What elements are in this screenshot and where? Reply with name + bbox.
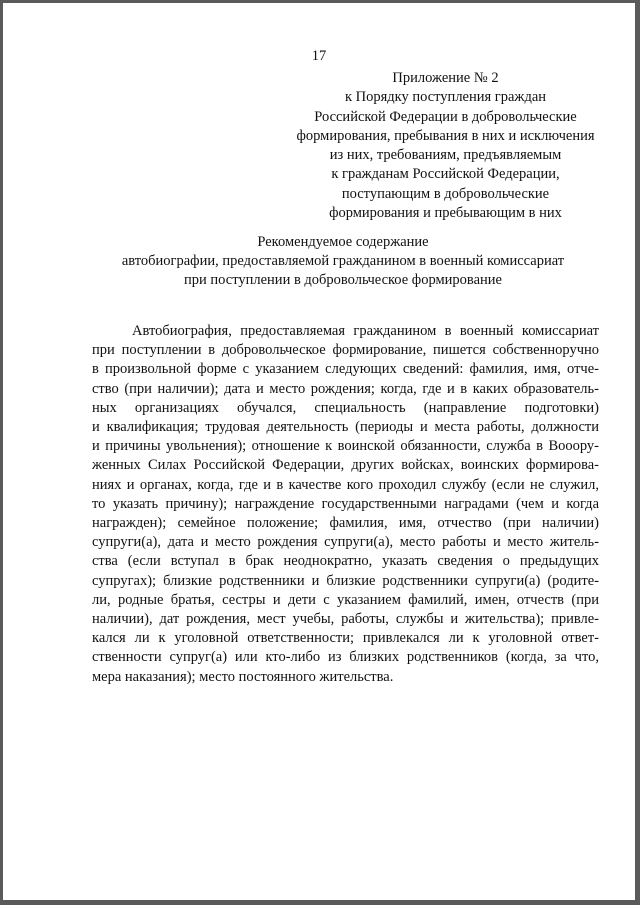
document-page	[3, 3, 635, 900]
body-line: ство (при наличии); дата и место рождения; когда, где и в каких образователь-	[92, 380, 599, 397]
appendix-line: формирования и пребывающим в них	[329, 205, 562, 222]
body-line: ства (если вступал в брак неоднократно, указать сведения о предыдущих	[92, 553, 599, 570]
body-line: в произвольной форме с указанием следующих сведений: фамилия, имя, отче-	[92, 361, 599, 378]
appendix-line: Российской Федерации в добровольческие	[314, 108, 577, 125]
body-line: ли, родные братья, сестры и дети с указанием фамилий, имен, отчеств (при	[92, 591, 599, 608]
body-line: и квалификация; трудовая деятельность (периоды и места работы, должности	[92, 419, 599, 436]
appendix-line: Приложение № 2	[392, 70, 499, 86]
heading-line: автобиографии, предоставляемой гражданином в военный комиссариат	[121, 253, 565, 269]
body-line: ственности супруг(а) или кто-либо из близких родственников (когда, за что,	[92, 649, 599, 666]
heading-line: Рекомендуемое содержание	[257, 234, 429, 250]
body-line: наличии), дат рождения, мест учебы, работы, службы и жительства); привле-	[92, 611, 599, 628]
body-line: при поступлении в добровольческое формирование, пишется собственноручно	[92, 342, 599, 359]
appendix-line: к Порядку поступления граждан	[344, 89, 547, 106]
body-line: женных Силах Российской Федерации, других войсках, воинских формирова-	[92, 457, 599, 474]
body-line: супругах); близкие родственники и близкие родственники супруги(а) (родите-	[92, 572, 599, 589]
appendix-line: формирования, пребывания в них и исключения	[296, 127, 595, 144]
body-line: ных организациях обучался, специальность (направление подготовки)	[92, 399, 599, 416]
body-line: супруги(а), дата и место рождения супруги(а), место работы и место житель-	[92, 534, 599, 551]
appendix-header	[273, 69, 618, 223]
body-paragraph	[92, 322, 599, 687]
appendix-line: к гражданам Российской Федерации,	[331, 166, 560, 183]
document-heading	[83, 233, 603, 290]
body-line: награжден); семейное положение; фамилия, имя, отчество (при наличии)	[92, 515, 599, 532]
body-line: Автобиография, предоставляемая гражданином в военный комиссариат	[132, 323, 599, 339]
body-line: ниях и органах, когда, где и в качестве кого проходил службу (если не служил,	[92, 476, 599, 493]
heading-line: при поступлении в добровольческое формирование	[184, 272, 502, 288]
appendix-line: из них, требованиям, предъявляемым	[329, 147, 562, 164]
body-line: кался ли к уголовной ответственности; привлекался ли к уголовной ответ-	[92, 630, 599, 647]
appendix-line: поступающим в добровольческие	[341, 185, 550, 202]
body-line: то указать причину); награждение государственными наградами (чем и когда	[92, 495, 599, 512]
page-number: 17	[311, 48, 327, 64]
body-line: мера наказания); место постоянного жительства.	[92, 668, 394, 685]
body-line: и причины увольнения); отношение к воинской обязанности, служба в Вооору-	[92, 438, 599, 455]
